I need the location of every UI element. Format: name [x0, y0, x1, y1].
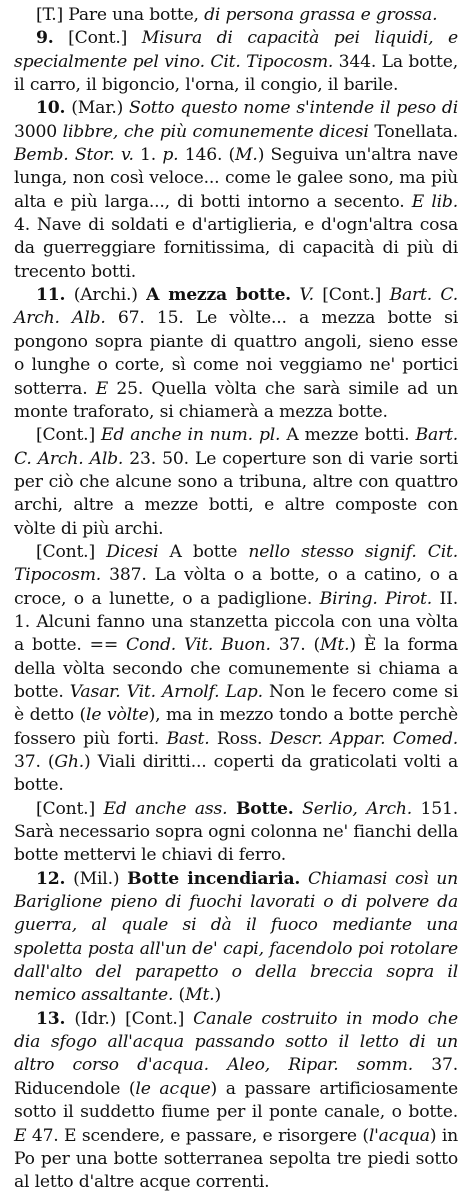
text-run: 151. Sarà necessario sopra ogni colonna ne' fianchi della botte mettervi le chiavi di ferro.: [14, 798, 459, 866]
italic-run: Mt.: [185, 985, 215, 1006]
bold-run: 12.: [36, 868, 66, 889]
text-run: 23. 50. Le coperture son di varie sorti per ciò che alcune sono a tribuna, altre con quattro archi, altre a mezze botti, e altre composte con vòlte di più archi.: [14, 448, 458, 539]
italic-run: Descr. Appar. Comed.: [269, 728, 459, 749]
italic-run: Vasar. Vit. Arnolf. Lap.: [69, 681, 263, 702]
entry-sense-11-a-botte: [14, 541, 458, 798]
italic-run: l'acqua: [368, 1125, 430, 1146]
italic-run: Chiamasi così un Bariglione pieno di fuochi lavorati o di polvere da guerra, al quale si dà il fuoco mediante una spoletta posta all'un de' capi, facendolo poi rotolare dall'alto del parapetto o della breccia sopra il nemico assaltante.: [14, 868, 459, 1006]
entry-sense-13: [14, 1008, 458, 1195]
text-run: 37. Riducendole (: [14, 1055, 458, 1099]
text-run: 37. (: [14, 752, 55, 772]
text-run: (: [173, 985, 186, 1006]
text-run: 146. (: [178, 145, 236, 166]
text-run: ): [214, 985, 221, 1006]
text-run: (Archi.): [65, 285, 147, 306]
text-run: [300, 869, 308, 889]
text-run: [Cont.]: [36, 541, 107, 562]
text-run: Tonellata.: [368, 121, 458, 142]
entry-sense-11-plural: [14, 424, 458, 541]
italic-run: Sotto questo nome s'intende il peso di: [129, 98, 458, 119]
bold-run: 9.: [36, 28, 54, 49]
text-run: Ross.: [209, 728, 270, 749]
italic-run: le vòlte: [86, 705, 149, 726]
text-run: [227, 799, 236, 819]
text-run: 387. La vòlta o a botte, o a catino, o a croce, o a lunette, o a padiglione.: [14, 565, 458, 609]
entry-paragraph: [14, 4, 458, 27]
italic-run: Cond. Vit. Buon.: [126, 635, 271, 656]
text-run: [Cont.]: [36, 798, 104, 819]
bold-run: 13.: [36, 1008, 66, 1029]
italic-run: Dicesi: [106, 541, 159, 562]
italic-run: Biring. Pirot.: [319, 588, 432, 609]
text-run: 344. La botte, il carro, il bigoncio, l'orna, il congio, il barile.: [14, 51, 458, 96]
text-run: ), ma in mezzo tondo a botte perchè fossero più forti.: [14, 705, 459, 749]
italic-run: Bart. C. Arch. Alb.: [14, 285, 459, 329]
bold-run: 11.: [36, 285, 66, 306]
italic-run: E: [95, 378, 109, 399]
italic-run: nello stesso signif. Cit. Tipocosm.: [14, 541, 458, 586]
italic-run: Ed anche ass.: [103, 798, 228, 819]
entry-sense-11-assoluto: [14, 798, 458, 868]
text-run: ) È la forma della vòlta secondo che comunemente si chiama a botte.: [14, 635, 458, 702]
text-run: (Mil.): [65, 868, 128, 889]
text-run: (Mar.): [65, 98, 130, 119]
text-run: 1.: [133, 145, 163, 166]
text-run: 25. Quella vòlta che sarà simile ad un monte traforato, si chiamerà a mezza botte.: [14, 378, 459, 422]
entry-sense-10: [14, 97, 458, 284]
italic-run: p.: [162, 145, 179, 166]
text-run: ) Seguiva un'altra nave lunga, non così veloce... come le galee sono, ma più alta e più larga..., di botti intorno a secento.: [14, 145, 458, 212]
italic-run: Mt.: [319, 635, 350, 656]
italic-run: E: [14, 1125, 27, 1146]
bold-run: A mezza botte.: [146, 285, 291, 306]
text-run: [T.] Pare una botte,: [36, 5, 205, 25]
entry-sense-9: [14, 27, 458, 97]
bold-run: Botte.: [235, 798, 294, 819]
text-run: (Idr.) [Cont.]: [65, 1008, 194, 1029]
text-run: [Cont.]: [36, 425, 102, 446]
italic-run: Serlio, Arch.: [302, 798, 413, 819]
italic-run: Bemb. Stor. v.: [14, 145, 134, 166]
italic-run: Bast.: [166, 728, 210, 749]
italic-run: Canale costruito in modo che dia sfogo all'acqua passando sotto il letto di un altro corso d'acqua. Aleo, Ripar. somm.: [14, 1008, 458, 1076]
italic-run: V.: [299, 285, 314, 306]
text-run: 4. Nave di soldati e d'artiglieria, e d'ogn'altra cosa da guerreggiare fornitissima, di capacità di più di trecento botti.: [14, 215, 458, 282]
italic-run: Gh.: [54, 752, 85, 772]
italic-run: Bart. C. Arch. Alb.: [14, 425, 458, 469]
italic-run: E lib.: [411, 191, 458, 212]
text-run: 3000: [14, 121, 63, 142]
text-run: ) a passare artificiosamente sotto il suddetto fiume per il ponte canale, o botte.: [14, 1078, 458, 1123]
entry-sense-11: [14, 284, 458, 424]
text-run: 37. (: [270, 635, 320, 656]
italic-run: M.: [235, 145, 258, 166]
italic-run: libbre, che più comunemente dicesi: [62, 121, 369, 142]
text-run: A mezze botti.: [280, 425, 416, 446]
bold-run: Botte incendiaria.: [127, 868, 301, 889]
italic-run: Misura di capacità pei liquidi, e specialmente pel vino. Cit. Tipocosm.: [14, 28, 458, 72]
italic-run: di persona grassa e grossa.: [204, 5, 438, 25]
italic-run: Ed anche in num. pl.: [101, 425, 281, 446]
entry-sense-12: [14, 868, 458, 1008]
bold-run: 10.: [36, 98, 66, 119]
text-run: 67. 15. Le vòlte... a mezza botte si pongono sopra piante di quattro angoli, sieno esse o lunghe o corte, sì come noi veggiamo ne' portici sotterra.: [14, 308, 458, 399]
text-run: ) in Po per una botte sotterranea sepolta tre piedi sotto al letto d'altre acque correnti.: [14, 1125, 459, 1193]
text-run: Non le fecero come si è detto (: [14, 681, 459, 726]
text-run: [294, 799, 303, 819]
text-run: II. 1. Alcuni fanno una stanzetta piccola con una vòlta a botte. ==: [14, 588, 458, 656]
text-run: 47. E scendere, e passare, e risorgere (: [26, 1125, 369, 1146]
text-run: ) Viali diritti... coperti da graticolati volti a botte.: [14, 752, 458, 796]
text-run: [Cont.]: [313, 285, 390, 306]
italic-run: le acque: [135, 1078, 211, 1099]
text-run: [Cont.]: [53, 28, 142, 49]
text-run: A botte: [158, 541, 249, 562]
